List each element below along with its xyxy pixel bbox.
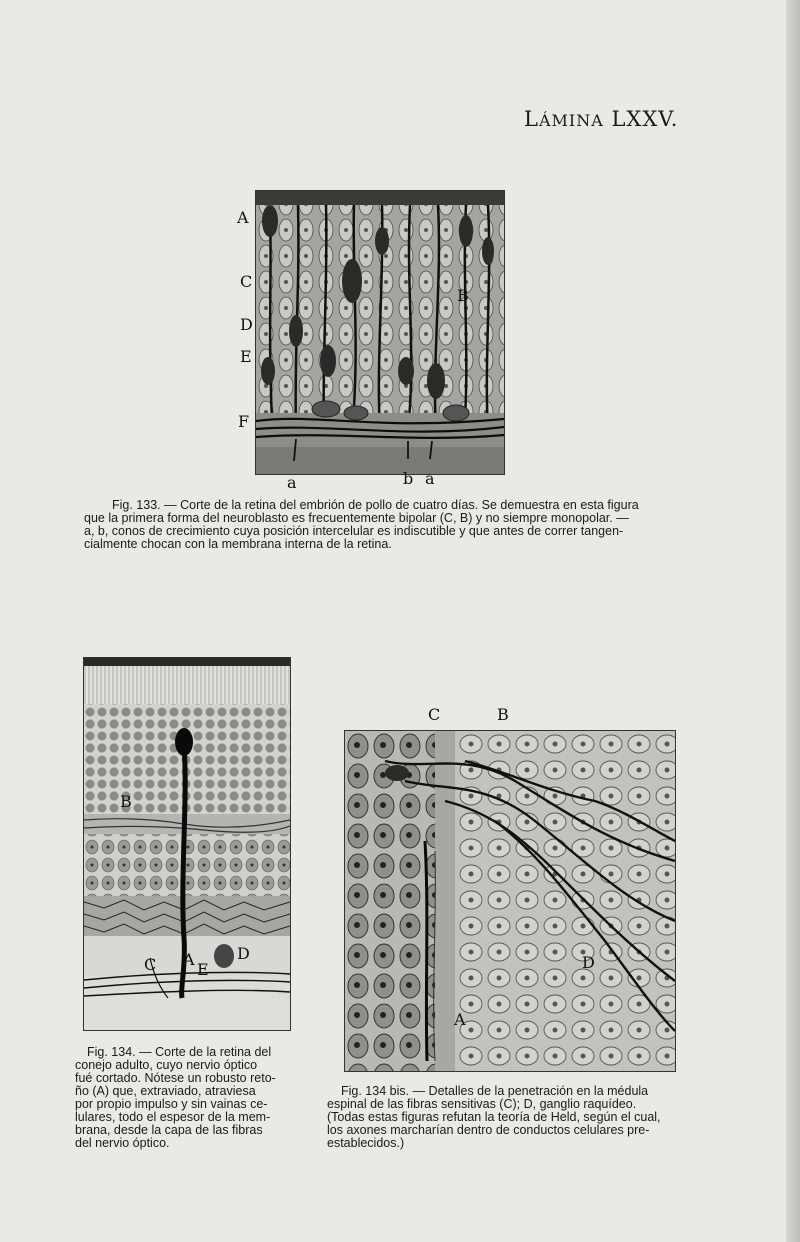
caption-line: fué cortado. Nótese un robusto reto-	[75, 1071, 276, 1085]
fig134-label-c: C	[144, 955, 157, 974]
plate-title-initial: L	[524, 107, 539, 131]
figure-134-bis-illustration	[344, 730, 676, 1072]
caption-line: establecidos.)	[327, 1136, 405, 1150]
caption-line: a, b, conos de crecimiento cuya posición intercelular es indiscutible y que antes de correr tangen-	[84, 524, 624, 538]
figure-134-drawing	[84, 658, 290, 1030]
figure-134-bis-drawing	[345, 731, 675, 1071]
figure-134-caption	[75, 1046, 297, 1150]
caption-line: conejo adulto, cuyo nervio óptico	[75, 1058, 258, 1072]
figure-133-illustration	[255, 190, 505, 475]
fig133-label-a-lower: a	[287, 473, 297, 492]
fig134-label-e: E	[197, 960, 209, 979]
caption-line: por propio impulso y sin vainas ce-	[75, 1097, 268, 1111]
fig134-label-d: D	[237, 944, 250, 963]
figure-133-caption	[84, 499, 684, 551]
fig134bis-label-b: B	[497, 705, 509, 724]
caption-line: Fig. 134. — Corte de la retina del	[87, 1045, 272, 1059]
figure-134-bis-caption	[327, 1085, 687, 1150]
fig134bis-label-c: C	[428, 705, 441, 724]
plate-title-rest: ÁMINA	[538, 111, 604, 130]
fig133-label-f: F	[238, 412, 250, 431]
caption-line: del nervio óptico.	[75, 1136, 170, 1150]
caption-line: (Todas estas figuras refutan la teoría de Held, según el cual,	[327, 1110, 661, 1124]
fig133-label-b-upper: B	[457, 286, 469, 305]
plate-numeral: LXXV.	[611, 107, 679, 131]
page-edge	[786, 0, 800, 1242]
caption-line: los axones marcharían dentro de conductos celulares pre-	[327, 1123, 650, 1137]
fig133-label-a-lower-2: a	[425, 469, 435, 488]
figure-134-illustration	[83, 657, 291, 1031]
caption-line: espinal de las fibras sensitivas (C); D, ganglio raquídeo.	[327, 1097, 637, 1111]
plate-title	[524, 107, 678, 131]
fig134bis-label-d: D	[582, 953, 595, 972]
caption-line: Fig. 133. — Corte de la retina del embrión de pollo de cuatro días. Se demuestra en esta figura	[112, 498, 639, 512]
figure-133-drawing	[256, 191, 504, 474]
fig133-label-c: C	[240, 272, 253, 291]
caption-line: cialmente chocan con la membrana interna de la retina.	[84, 537, 392, 551]
caption-line: Fig. 134 bis. — Detalles de la penetración en la médula	[341, 1084, 649, 1098]
fig133-label-d: D	[240, 315, 253, 334]
fig134-label-a: A	[183, 950, 195, 969]
caption-line: brana, desde la capa de las fibras	[75, 1123, 263, 1137]
fig134bis-label-a: A	[454, 1010, 466, 1029]
caption-line: que la primera forma del neuroblasto es frecuentemente bipolar (C, B) y no siempre monopolar. —	[84, 511, 629, 525]
fig133-label-a-upper: A	[237, 208, 249, 227]
fig133-label-e: E	[240, 347, 252, 366]
fig134-label-b: B	[120, 792, 132, 811]
fig133-label-b-lower: b	[403, 469, 414, 488]
caption-line: lulares, todo el espesor de la mem-	[75, 1110, 271, 1124]
caption-line: ño (A) que, extraviado, atraviesa	[75, 1084, 256, 1098]
